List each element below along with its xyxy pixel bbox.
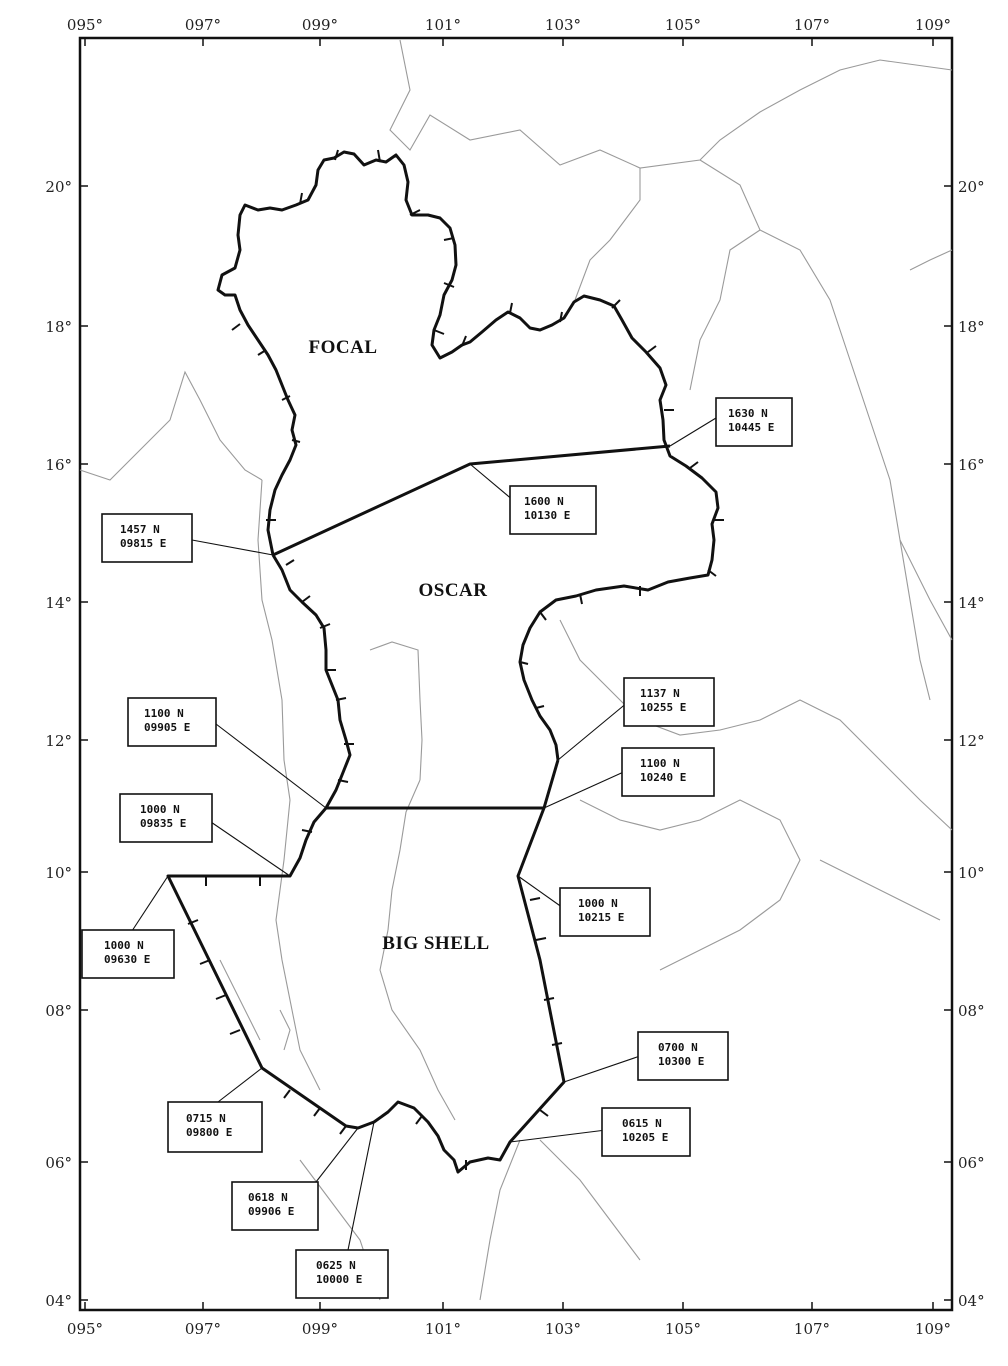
top-label: 103°	[544, 16, 582, 34]
left-label: 10°	[45, 864, 72, 882]
svg-text:09815 E: 09815 E	[120, 537, 167, 550]
callout-1600n-10130e	[510, 486, 596, 534]
callout-0715n-09800e	[168, 1102, 262, 1152]
svg-text:1600 N: 1600 N	[524, 495, 564, 508]
svg-text:0618 N: 0618 N	[248, 1191, 288, 1204]
oscar-west-boundary	[273, 555, 350, 808]
bottom-label: 097°	[184, 1320, 222, 1338]
svg-text:09835 E: 09835 E	[140, 817, 187, 830]
left-label: 04°	[45, 1292, 72, 1310]
callout-0625n-10000e	[296, 1250, 388, 1298]
right-label: 10°	[958, 864, 985, 882]
left-label: 12°	[45, 732, 72, 750]
bottom-label: 095°	[66, 1320, 104, 1338]
bottom-label: 109°	[914, 1320, 952, 1338]
top-label: 109°	[914, 16, 952, 34]
top-label: 107°	[793, 16, 831, 34]
left-label: 16°	[45, 456, 72, 474]
left-label: 14°	[45, 594, 72, 612]
bottom-label: 107°	[793, 1320, 831, 1338]
callout-1100n-10240e	[622, 748, 714, 796]
zone-label-oscar: OSCAR	[418, 580, 488, 601]
svg-text:1000 N: 1000 N	[104, 939, 144, 952]
focal-oscar-divider	[273, 446, 670, 555]
left-label: 06°	[45, 1154, 72, 1172]
callout-1457n-09815e	[102, 514, 192, 562]
svg-text:1137 N: 1137 N	[640, 687, 680, 700]
svg-text:0615 N: 0615 N	[622, 1117, 662, 1130]
left-label: 18°	[45, 318, 72, 336]
zone-label-focal: FOCAL	[308, 337, 378, 358]
callout-1630n-10445e	[716, 398, 792, 446]
callout-1000n-09630e	[82, 930, 174, 978]
right-label: 18°	[958, 318, 985, 336]
zone-label-big-shell: BIG SHELL	[382, 933, 490, 954]
svg-text:09906 E: 09906 E	[248, 1205, 295, 1218]
boundary-hatch-marks	[188, 150, 724, 1170]
svg-text:1100 N: 1100 N	[144, 707, 184, 720]
right-label: 04°	[958, 1292, 985, 1310]
svg-text:10215 E: 10215 E	[578, 911, 625, 924]
right-label: 12°	[958, 732, 985, 750]
svg-text:1000 N: 1000 N	[140, 803, 180, 816]
svg-text:0715 N: 0715 N	[186, 1112, 226, 1125]
svg-text:1457 N: 1457 N	[120, 523, 160, 536]
right-label: 16°	[958, 456, 985, 474]
svg-text:10255 E: 10255 E	[640, 701, 687, 714]
right-label: 08°	[958, 1002, 985, 1020]
top-label: 095°	[66, 16, 104, 34]
top-label: 105°	[664, 16, 702, 34]
top-label: 099°	[301, 16, 339, 34]
svg-text:09630 E: 09630 E	[104, 953, 151, 966]
bottom-label: 099°	[301, 1320, 339, 1338]
right-label: 06°	[958, 1154, 985, 1172]
svg-text:10445 E: 10445 E	[728, 421, 775, 434]
top-label: 097°	[184, 16, 222, 34]
callout-1000n-10215e	[560, 888, 650, 936]
callout-0700n-10300e	[638, 1032, 728, 1080]
left-axis-labels	[45, 178, 72, 1310]
right-axis-labels	[958, 178, 985, 1310]
callout-1000n-09835e	[120, 794, 212, 842]
callout-0618n-09906e	[232, 1182, 318, 1230]
right-label: 20°	[958, 178, 985, 196]
svg-text:0625 N: 0625 N	[316, 1259, 356, 1272]
svg-text:10300 E: 10300 E	[658, 1055, 705, 1068]
top-label: 101°	[424, 16, 462, 34]
callout-1137n-10255e	[624, 678, 714, 726]
right-label: 14°	[958, 594, 985, 612]
focal-sector-boundary	[218, 152, 718, 760]
top-axis-labels	[67, 16, 951, 34]
svg-text:10000 E: 10000 E	[316, 1273, 363, 1286]
callout-1100n-09905e	[128, 698, 216, 746]
svg-text:1630 N: 1630 N	[728, 407, 768, 420]
left-label: 20°	[45, 178, 72, 196]
svg-text:09800 E: 09800 E	[186, 1126, 233, 1139]
bottom-label: 101°	[424, 1320, 462, 1338]
svg-text:1000 N: 1000 N	[578, 897, 618, 910]
callout-0615n-10205e	[602, 1108, 690, 1156]
oscar-bigshell-divider	[326, 760, 558, 808]
bottom-label: 105°	[664, 1320, 702, 1338]
svg-text:10240 E: 10240 E	[640, 771, 687, 784]
svg-text:1100 N: 1100 N	[640, 757, 680, 770]
svg-text:0700 N: 0700 N	[658, 1041, 698, 1054]
bottom-label: 103°	[544, 1320, 582, 1338]
bottom-axis-labels	[67, 1320, 951, 1338]
svg-text:10130 E: 10130 E	[524, 509, 571, 522]
svg-text:10205 E: 10205 E	[622, 1131, 669, 1144]
svg-text:09905 E: 09905 E	[144, 721, 191, 734]
left-label: 08°	[45, 1002, 72, 1020]
